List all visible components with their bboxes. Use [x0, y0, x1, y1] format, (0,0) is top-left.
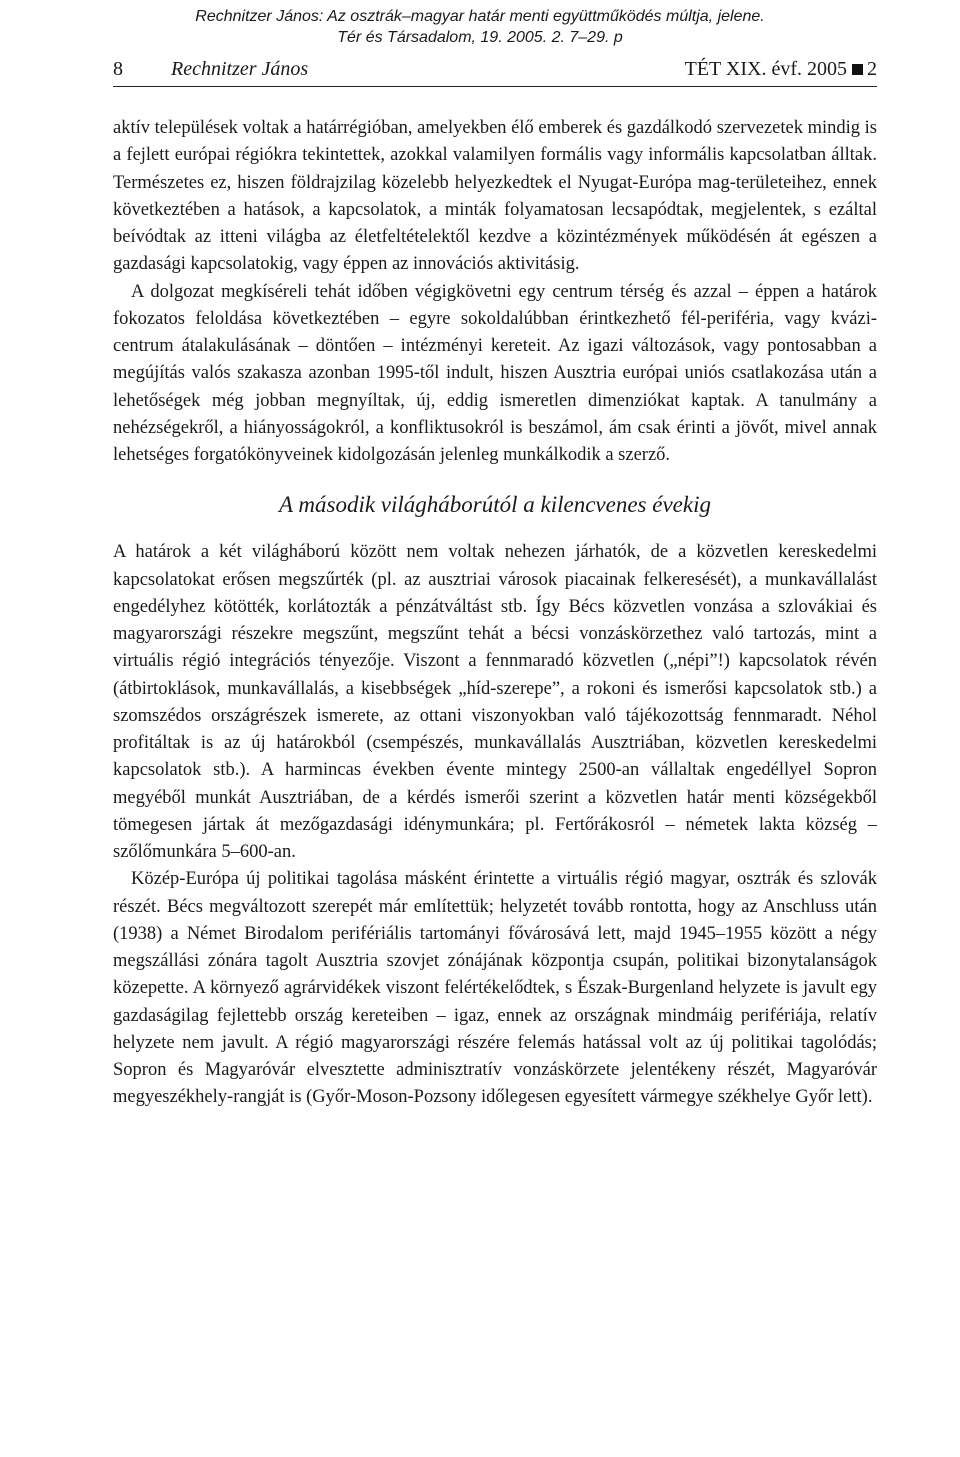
- paragraph-4: Közép-Európa új politikai tagolása másként érintette a virtuális régió magyar, osztrák és szlovák részét. Bécs megváltozott szerepét már említettük; helyzetét tovább rontotta, hogy az Anschluss után (1938) a Német Birodalom perifériális tartományi fővárosává lett, majd 1945–1955 között a négy megszállási zónára tagolt Ausztria szovjet zónájának központja csupán, politikai bizonytalanságok közepette. A környező agrárvidékek viszont felértékelődtek, s Észak-Burgenland helyzete is javult egy gazdaságilag fejlettebb ország kereteiben – igaz, ennek az országnak mindmáig perifériája, relatív helyzete nem javult. A régió magyarországi részére felemás hatással volt az új politikai tagolódás; Sopron és Magyaróvár elvesztette adminisztratív vonzáskörzete jelentékeny részét, Magyaróvár megyeszékhely-rangját is (Győr-Moson-Pozsony időlegesen egyesített vármegye székhelye Győr lett).: [113, 869, 877, 1108]
- paragraph-2: A dolgozat megkíséreli tehát időben végigkövetni egy centrum térség és azzal – éppen a határok fokozatos feloldása következtében – egyre sokoldalúbban érintkezhető fél-periféria, vagy kvázi-centrum átalakulásának – döntően – intézményi kereteit. Az igazi változások, vagy pontosabban a megújítás valós szakasza azonban 1995-től indult, hiszen Ausztria európai uniós csatlakozása után a lehetőségek még jobban megnyíltak, új, eddig ismeretlen dimenziókat kaptak. A tanulmány a nehézségekről, a hiányosságokról, a konfliktusokról is beszámol, ám csak érinti a jövőt, mivel annak lehetséges forgatókönyveinek kidolgozásán jelenleg munkálkodik a szerző.: [113, 281, 877, 465]
- running-head-author: Rechnitzer János: [171, 58, 309, 80]
- running-head: [113, 56, 877, 87]
- journal-volume: TÉT XIX. évf. 2005: [684, 58, 847, 80]
- paragraph-3: A határok a két világháború között nem voltak nehezen járhatók, de a közvetlen kereskedelmi kapcsolatokat erősen megszűrték (pl. az ausztriai városok piacainak felkeresését), a munkavállalást engedélyhez kötötték, korlátozták a pénzátváltást stb. Így Bécs közvetlen vonzása a szlovákiai és magyarországi részekre megszűnt, megszűnt tehát a bécsi vonzáskörzethez való tartozás, mint a virtuális régió integrációs tényezője. Viszont a fennmaradó közvetlen („népi”!) kapcsolatok révén (átbirtoklások, munkavállalás, a kisebbségek „híd-szerepe”, a rokoni és ismerősi kapcsolatok stb.) a szomszédos országrészek ismerete, az ottani viszonyokban való tájékozottság fennmaradt. Néhol profitáltak is az új határokból (csempészés, munkavállalás Ausztriában, közvetlen kereskedelmi kapcsolatok stb.). A harmincas években évente mintegy 2500-an vállaltak engedéllyel Sopron megyéből munkát Ausztriában, de a kérdés ismerői szerint a közvetlen határ menti községekből tömegesen jártak át mezőgazdasági idénymunkára; pl. Fertőrákosról – németek lakta község – szőlőmunkára 5–600-an.: [113, 542, 877, 862]
- section-heading: A második világháborútól a kilencvenes évekig: [279, 492, 711, 518]
- article-body: [113, 115, 877, 1112]
- citation-line-1: Rechnitzer János: Az osztrák–magyar határ menti együttműködés múltja, jelene.: [195, 8, 765, 25]
- running-head-journal: [685, 58, 877, 81]
- citation-line-2: Tér és Társadalom, 19. 2005. 2. 7–29. p: [337, 29, 623, 46]
- journal-issue: 2: [867, 58, 877, 80]
- page-number: 8: [113, 58, 123, 80]
- citation-header: [0, 6, 960, 48]
- square-bullet-icon: [852, 64, 863, 75]
- paragraph-1: aktív települések voltak a határrégióban, amelyekben élő emberek és gazdálkodó szervezetek mindig is a fejlett európai régiókra tekintettek, azokkal valamilyen formális vagy informális kapcsolatban álltak. Természetes ez, hiszen földrajzilag közelebb helyezkedtek el Nyugat-Európa mag-területeihez, ennek következtében a hatások, a kapcsolatok, a minták folyamatosan lecsapódtak, megjelentek, s ezáltal beívódtak az itteni világba az életfeltételektől kezdve a közintézmények működésén át egészen a gazdasági kapcsolatokig, vagy éppen az innovációs aktivitásig.: [113, 118, 877, 275]
